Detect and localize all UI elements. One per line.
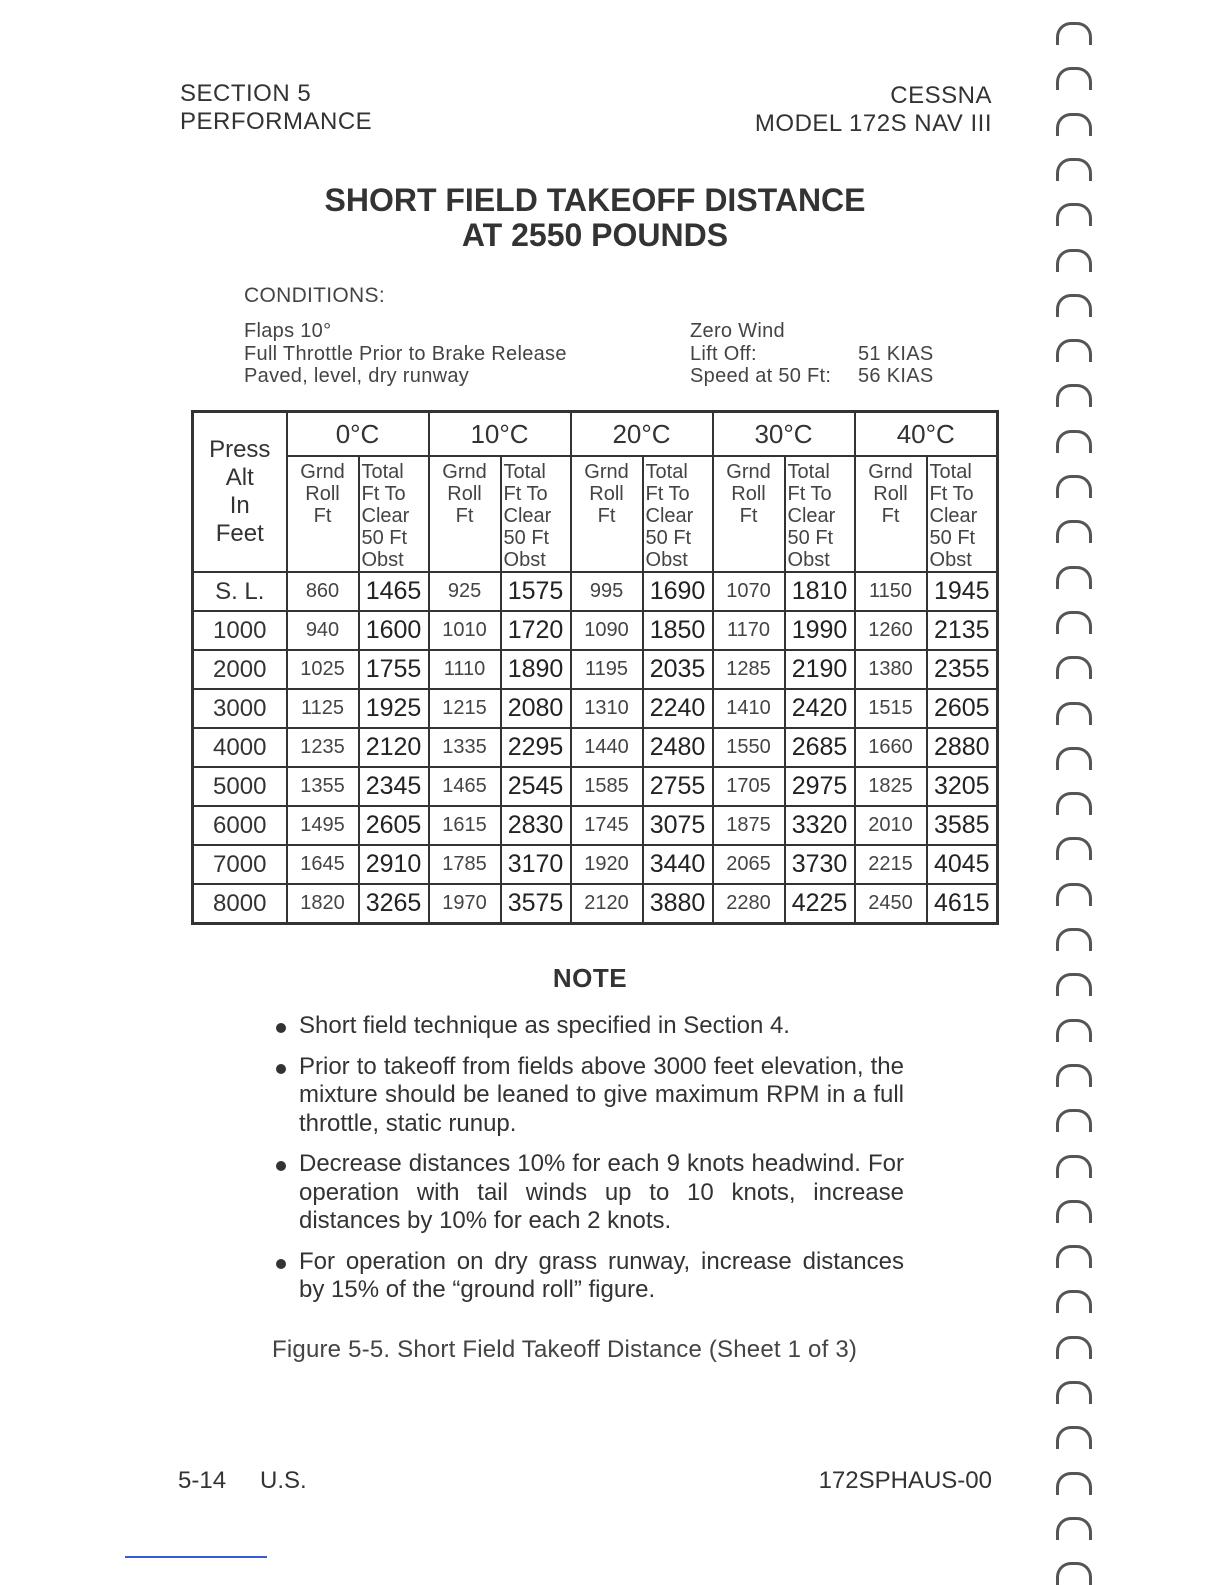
header-line: 50 Ft (645, 527, 692, 549)
header-line: Ft To (361, 483, 406, 505)
total-distance-cell: 1690 (643, 572, 713, 611)
header-line: Total (503, 461, 546, 483)
ground-roll-cell: 1820 (287, 884, 359, 924)
speed50-label: Speed at 50 Ft: (690, 365, 832, 387)
ground-roll-cell: 1785 (429, 845, 501, 884)
total-distance-cell: 2910 (359, 845, 429, 884)
ground-roll-cell: 1070 (713, 572, 785, 611)
total-distance-cell: 2080 (501, 689, 571, 728)
ground-roll-cell: 1745 (571, 806, 643, 845)
total-distance-cell: 3170 (501, 845, 571, 884)
total-distance-cell: 2685 (785, 728, 855, 767)
header-line: Ft To (645, 483, 690, 505)
ground-roll-cell: 860 (287, 572, 359, 611)
binding-ring-icon (1056, 294, 1092, 317)
speed50-value: 56 KIAS (858, 365, 934, 387)
table-row (193, 650, 998, 689)
ground-roll-cell: 1335 (429, 728, 501, 767)
table-row (193, 728, 998, 767)
ground-roll-cell: 940 (287, 611, 359, 650)
total-distance-cell: 2355 (927, 650, 998, 689)
binding-ring-icon (1056, 1290, 1092, 1313)
total-distance-cell: 3440 (643, 845, 713, 884)
condition-runway: Paved, level, dry runway (244, 365, 470, 387)
binding-ring-icon (1056, 1472, 1092, 1495)
binding-ring-icon (1056, 67, 1092, 90)
binding-ring-icon (1056, 792, 1092, 815)
liftoff-row (690, 343, 933, 366)
header-line: Roll (305, 483, 340, 505)
total-distance-header (643, 456, 713, 572)
binding-ring-icon (1056, 747, 1092, 770)
total-distance-cell: 2545 (501, 767, 571, 806)
bullet-icon (276, 1023, 286, 1033)
header-line: Grnd (584, 461, 629, 483)
total-distance-cell: 1720 (501, 611, 571, 650)
title-line-2: AT 2550 POUNDS (461, 217, 729, 253)
binding-ring-icon (1056, 1064, 1092, 1087)
total-distance-cell: 1850 (643, 611, 713, 650)
binding-ring-icon (1056, 384, 1092, 407)
total-distance-cell: 1925 (359, 689, 429, 728)
temp-header: 10°C (429, 412, 571, 457)
condition-throttle: Full Throttle Prior to Brake Release (244, 342, 567, 365)
table-body (193, 572, 998, 924)
binding-ring-icon (1056, 158, 1092, 181)
header-line: Obst (787, 549, 830, 571)
total-distance-cell: 1575 (501, 572, 571, 611)
header-line: 50 Ft (787, 527, 834, 549)
ground-roll-cell: 1645 (287, 845, 359, 884)
press-alt-line: In (229, 492, 250, 519)
total-distance-cell: 2420 (785, 689, 855, 728)
header-line: Total (787, 461, 830, 483)
total-distance-cell: 1990 (785, 611, 855, 650)
note-text: Short field technique as specified in Section 4. (299, 1012, 790, 1039)
header-line: Grnd (726, 461, 771, 483)
footer-region: U.S. (260, 1467, 307, 1494)
total-distance-cell: 3730 (785, 845, 855, 884)
header-line: Roll (447, 483, 482, 505)
altitude-cell: S. L. (193, 572, 287, 611)
total-distance-header (927, 456, 998, 572)
binding-ring-icon (1056, 656, 1092, 679)
total-distance-cell: 3575 (501, 884, 571, 924)
ground-roll-cell: 995 (571, 572, 643, 611)
altitude-cell: 6000 (193, 806, 287, 845)
section-name: PERFORMANCE (180, 108, 373, 135)
ground-roll-cell: 2280 (713, 884, 785, 924)
binding-ring-icon (1056, 203, 1092, 226)
document-id: 172SPHAUS-00 (818, 1467, 992, 1494)
total-distance-cell: 1465 (359, 572, 429, 611)
ground-roll-cell: 1195 (571, 650, 643, 689)
ground-roll-cell: 1025 (287, 650, 359, 689)
total-distance-cell: 3075 (643, 806, 713, 845)
ground-roll-cell: 2010 (855, 806, 927, 845)
condition-wind: Zero Wind (690, 320, 785, 342)
binding-ring-icon (1056, 249, 1092, 272)
binding-ring-icon (1056, 520, 1092, 543)
binding-ring-icon (1056, 1019, 1092, 1042)
ground-roll-cell: 2450 (855, 884, 927, 924)
header-line: Obst (361, 549, 404, 571)
conditions-left (244, 320, 567, 388)
total-distance-header (359, 456, 429, 572)
ground-roll-cell: 1705 (713, 767, 785, 806)
header-line: Total (361, 461, 404, 483)
altitude-cell: 8000 (193, 884, 287, 924)
temp-header: 0°C (287, 412, 429, 457)
ground-roll-cell: 2120 (571, 884, 643, 924)
temp-header: 30°C (713, 412, 855, 457)
ground-roll-cell: 1920 (571, 845, 643, 884)
note-title: NOTE (552, 963, 628, 993)
altitude-cell: 2000 (193, 650, 287, 689)
section-header (180, 80, 372, 136)
ground-roll-cell: 1310 (571, 689, 643, 728)
header-line: Ft To (503, 483, 548, 505)
total-distance-cell: 2120 (359, 728, 429, 767)
bottom-rule (125, 1556, 267, 1558)
total-distance-cell: 4045 (927, 845, 998, 884)
ground-roll-header (713, 456, 785, 572)
temp-header: 20°C (571, 412, 713, 457)
ground-roll-cell: 1970 (429, 884, 501, 924)
header-line: Clear (361, 505, 410, 527)
spiral-binding (1052, 0, 1104, 1584)
note-list (272, 1012, 904, 1317)
altitude-cell: 1000 (193, 611, 287, 650)
header-line: Total (929, 461, 972, 483)
ground-roll-cell: 925 (429, 572, 501, 611)
total-distance-cell: 4615 (927, 884, 998, 924)
note-text: For operation on dry grass runway, increase distances by 15% of the “ground roll” figure. (299, 1247, 904, 1303)
bullet-icon (276, 1064, 286, 1074)
binding-ring-icon (1056, 1245, 1092, 1268)
page-title (0, 183, 1190, 253)
note-item (272, 1248, 904, 1305)
header-line: Clear (787, 505, 836, 527)
temp-header: 40°C (855, 412, 998, 457)
note-item (272, 1053, 904, 1139)
liftoff-value: 51 KIAS (858, 342, 934, 365)
total-distance-cell: 2190 (785, 650, 855, 689)
ground-roll-cell: 1260 (855, 611, 927, 650)
total-distance-cell: 2480 (643, 728, 713, 767)
table-row (193, 689, 998, 728)
total-distance-cell: 2295 (501, 728, 571, 767)
ground-roll-cell: 1495 (287, 806, 359, 845)
total-distance-cell: 2880 (927, 728, 998, 767)
note-text: Prior to takeoff from fields above 3000 feet elevation, the mixture should be leaned to give maximum RPM in a full throttle, static runup. (299, 1052, 904, 1137)
header-line: Ft To (787, 483, 832, 505)
figure-caption: Figure 5-5. Short Field Takeoff Distance (Sheet 1 of 3) (272, 1336, 858, 1363)
total-distance-cell: 3320 (785, 806, 855, 845)
header-line: Obst (503, 549, 546, 571)
total-distance-cell: 2135 (927, 611, 998, 650)
total-distance-cell: 2035 (643, 650, 713, 689)
total-distance-cell: 4225 (785, 884, 855, 924)
ground-roll-header (287, 456, 359, 572)
ground-roll-cell: 2065 (713, 845, 785, 884)
header-line: Ft (313, 505, 332, 527)
altitude-cell: 5000 (193, 767, 287, 806)
total-distance-header (501, 456, 571, 572)
ground-roll-cell: 1410 (713, 689, 785, 728)
liftoff-label: Lift Off: (690, 342, 757, 365)
ground-roll-cell: 1285 (713, 650, 785, 689)
binding-ring-icon (1056, 339, 1092, 362)
bullet-icon (276, 1259, 286, 1269)
ground-roll-cell: 1440 (571, 728, 643, 767)
header-line: Ft To (929, 483, 974, 505)
binding-ring-icon (1056, 1562, 1092, 1585)
ground-roll-cell: 1585 (571, 767, 643, 806)
header-line: Ft (739, 505, 758, 527)
ground-roll-cell: 1110 (429, 650, 501, 689)
ground-roll-cell: 1125 (287, 689, 359, 728)
binding-ring-icon (1056, 1109, 1092, 1132)
ground-roll-cell: 1380 (855, 650, 927, 689)
ground-roll-cell: 1355 (287, 767, 359, 806)
title-line-1: SHORT FIELD TAKEOFF DISTANCE (324, 182, 866, 218)
header-line: Clear (645, 505, 694, 527)
binding-ring-icon (1056, 1200, 1092, 1223)
section-number: SECTION 5 (180, 80, 312, 107)
total-distance-cell: 1600 (359, 611, 429, 650)
ground-roll-cell: 1465 (429, 767, 501, 806)
page-number: 5-14 (178, 1467, 227, 1494)
note-item (272, 1012, 904, 1041)
binding-ring-icon (1056, 973, 1092, 996)
press-alt-line: Alt (225, 464, 254, 491)
altitude-cell: 4000 (193, 728, 287, 767)
column-subheader-row (193, 456, 998, 572)
page-footer-left (178, 1467, 341, 1495)
total-distance-cell: 1945 (927, 572, 998, 611)
takeoff-distance-table (191, 410, 999, 925)
header-line: Clear (503, 505, 552, 527)
header-line: 50 Ft (929, 527, 976, 549)
total-distance-cell: 3880 (643, 884, 713, 924)
altitude-cell: 7000 (193, 845, 287, 884)
binding-ring-icon (1056, 475, 1092, 498)
total-distance-cell: 1810 (785, 572, 855, 611)
total-distance-cell: 2755 (643, 767, 713, 806)
ground-roll-cell: 1550 (713, 728, 785, 767)
manufacturer: CESSNA (890, 82, 992, 109)
table-row (193, 767, 998, 806)
press-alt-line: Press (209, 436, 271, 463)
ground-roll-header (429, 456, 501, 572)
total-distance-cell: 1755 (359, 650, 429, 689)
ground-roll-cell: 1875 (713, 806, 785, 845)
total-distance-cell: 2605 (927, 689, 998, 728)
model-header (755, 82, 992, 138)
ground-roll-cell: 1090 (571, 611, 643, 650)
table-row (193, 884, 998, 924)
table-row (193, 572, 998, 611)
header-line: Grnd (868, 461, 913, 483)
header-line: Total (645, 461, 688, 483)
table-row (193, 845, 998, 884)
total-distance-cell: 3205 (927, 767, 998, 806)
total-distance-cell: 2605 (359, 806, 429, 845)
ground-roll-cell: 1010 (429, 611, 501, 650)
binding-ring-icon (1056, 430, 1092, 453)
press-alt-header (193, 412, 287, 573)
binding-ring-icon (1056, 1517, 1092, 1540)
total-distance-cell: 3265 (359, 884, 429, 924)
binding-ring-icon (1056, 1336, 1092, 1359)
ground-roll-cell: 1515 (855, 689, 927, 728)
ground-roll-cell: 1235 (287, 728, 359, 767)
table-row (193, 806, 998, 845)
header-line: Ft (597, 505, 616, 527)
header-line: 50 Ft (361, 527, 408, 549)
binding-ring-icon (1056, 1426, 1092, 1449)
total-distance-cell: 2975 (785, 767, 855, 806)
conditions-right (690, 320, 933, 388)
ground-roll-cell: 1615 (429, 806, 501, 845)
binding-ring-icon (1056, 928, 1092, 951)
note-item (272, 1150, 904, 1236)
binding-ring-icon (1056, 1155, 1092, 1178)
speed50-row (690, 365, 933, 388)
header-line: Ft (881, 505, 900, 527)
binding-ring-icon (1056, 22, 1092, 45)
header-line: Clear (929, 505, 978, 527)
ground-roll-cell: 1215 (429, 689, 501, 728)
header-line: Grnd (300, 461, 345, 483)
header-line: 50 Ft (503, 527, 550, 549)
ground-roll-cell: 1660 (855, 728, 927, 767)
ground-roll-cell: 2215 (855, 845, 927, 884)
binding-ring-icon (1056, 883, 1092, 906)
header-line: Roll (731, 483, 766, 505)
header-line: Roll (873, 483, 908, 505)
model-name: MODEL 172S NAV III (754, 110, 992, 137)
total-distance-cell: 2240 (643, 689, 713, 728)
binding-ring-icon (1056, 566, 1092, 589)
table-row (193, 611, 998, 650)
total-distance-cell: 2345 (359, 767, 429, 806)
ground-roll-cell: 1150 (855, 572, 927, 611)
bullet-icon (276, 1161, 286, 1171)
header-line: Obst (929, 549, 972, 571)
ground-roll-cell: 1825 (855, 767, 927, 806)
altitude-cell: 3000 (193, 689, 287, 728)
header-line: Ft (455, 505, 474, 527)
ground-roll-cell: 1170 (713, 611, 785, 650)
press-alt-line: Feet (215, 520, 264, 547)
total-distance-header (785, 456, 855, 572)
total-distance-cell: 3585 (927, 806, 998, 845)
total-distance-cell: 2830 (501, 806, 571, 845)
binding-ring-icon (1056, 702, 1092, 725)
binding-ring-icon (1056, 837, 1092, 860)
binding-ring-icon (1056, 113, 1092, 136)
condition-flaps: Flaps 10° (244, 320, 332, 342)
note-text: Decrease distances 10% for each 9 knots headwind. For operation with tail winds up to 10 knots, increase distances by 10% for each 2 knots. (299, 1150, 904, 1234)
temperature-header-row (193, 412, 998, 457)
binding-ring-icon (1056, 1381, 1092, 1404)
ground-roll-header (855, 456, 927, 572)
conditions-heading: CONDITIONS: (244, 284, 385, 307)
header-line: Obst (645, 549, 688, 571)
total-distance-cell: 1890 (501, 650, 571, 689)
binding-ring-icon (1056, 611, 1092, 634)
ground-roll-header (571, 456, 643, 572)
header-line: Roll (589, 483, 624, 505)
header-line: Grnd (442, 461, 487, 483)
